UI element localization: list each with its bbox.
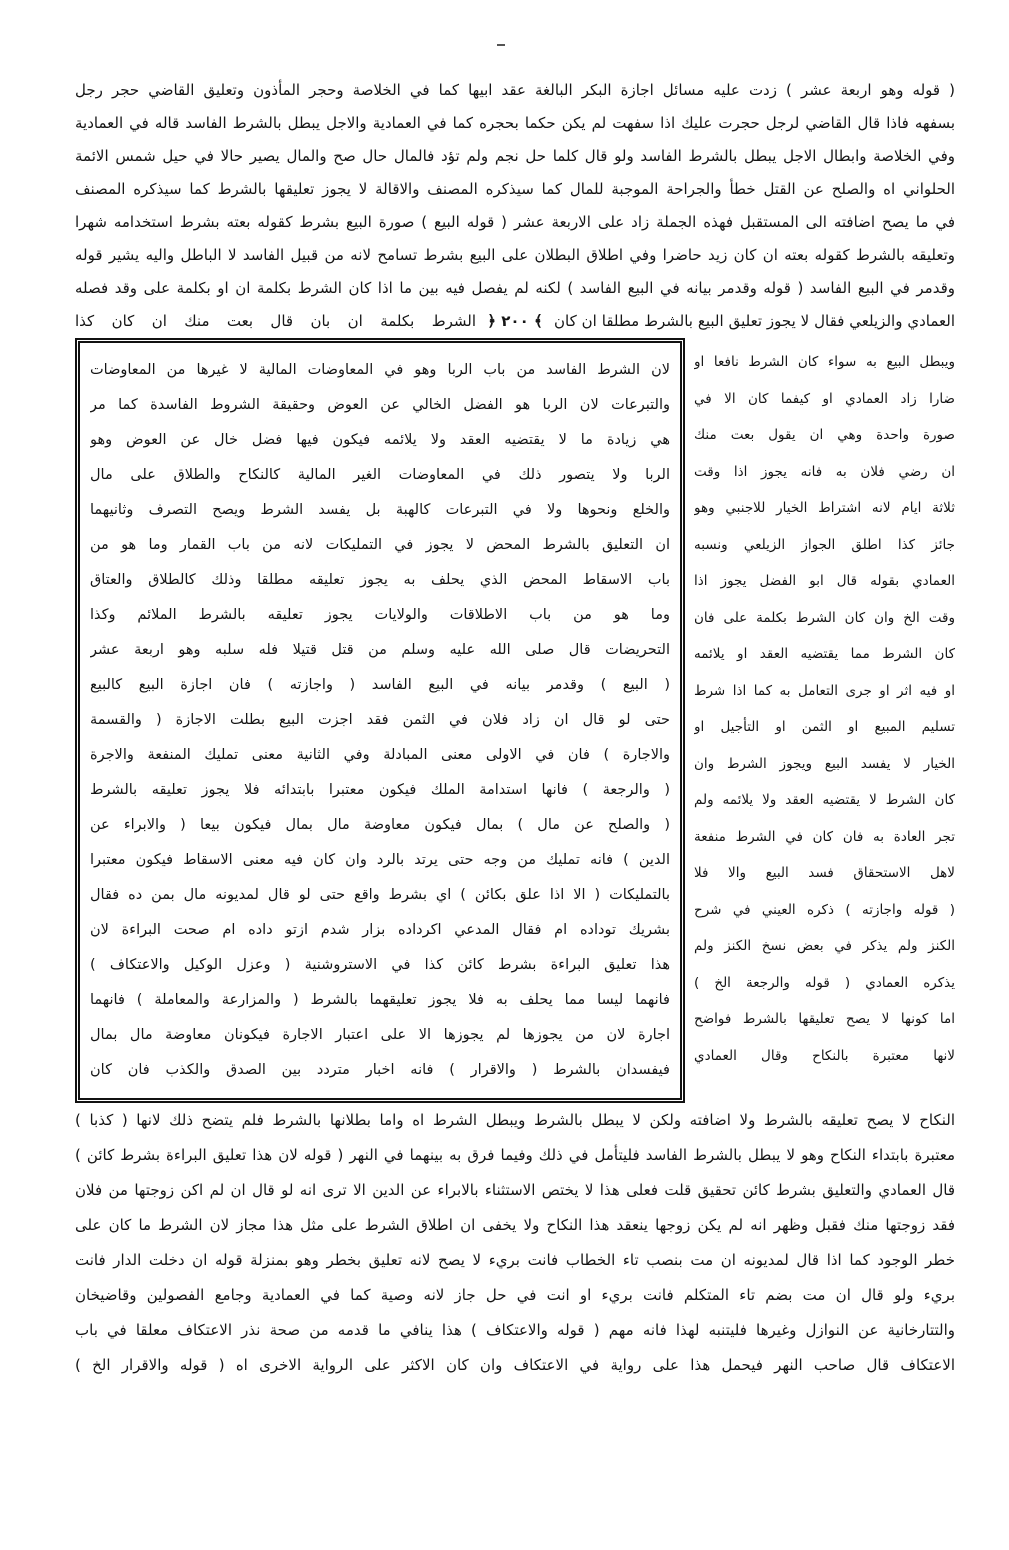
bottom-text-line: فقد زوجتها منك فقبل وظهر انه لم يكن زوجها ينعقد هذا النكاح ولا يخفى ان اطلاق الشرط على مثل هذا مجاز لان الشرط ما كان على <box>75 1216 955 1234</box>
top-text-line-with-page-number <box>75 305 955 338</box>
main-text-line: التحريضات قال صلى الله عليه وسلم من قتل قتيلا فله سلبه وهو اربعة عشر <box>90 642 670 658</box>
top-text-line: وقدمر في البيع الفاسد ( قوله وقدمر بيانه في البيع الفاسد ) لكنه لم يفصل فيه بين ما اذا كان الشرط بكلمة ان او بكلمة على وقد فصله <box>75 279 955 297</box>
main-text-line: باب الاسقاط المحض الذي يحلف به يجوز تعليقه مطلقا وذلك كالطلاق والعتاق <box>90 572 670 588</box>
top-text-line-right-part: العمادي والزيلعي فقال لا يجوز تعليق البيع بالشرط مطلقا ان كان <box>554 312 955 330</box>
side-text-line: ان رضي فلان به فانه يجوز اذا وقت <box>694 463 955 480</box>
side-text-line: اما كونها لا يصح تعليقها بالشرط فواضح <box>694 1011 955 1027</box>
main-text-line: اجارة لان من يجوزها لم يجوزها الا على اعتبار الاجارة فيكونان معاوضة مال بمال <box>90 1027 670 1043</box>
side-text-line: كان الشرط لا يقتضيه العقد ولا يلائمه ولم <box>694 792 955 808</box>
bottom-text-line: بريء ولو قال ان مت بضم تاء المتكلم فانت بريء او انت في حل جاز لانه وصية كما في العمادية وجامع الفصولين وقاضيخان <box>75 1286 955 1304</box>
side-text-line: العمادي بقوله قال ابو الفضل يجوز اذا <box>694 573 955 589</box>
main-text-line: فانهما ليسا مما يحلف به فلا يجوز تعليقهما بالشرط ( والمزارعة والمعاملة ) فانهما <box>90 992 670 1008</box>
side-text-line: ثلاثة ايام لانه اشتراط الخيار للاجنبي وهو <box>694 500 955 516</box>
top-text-line: في ما يصح اضافته الى المستقبل فهذه الجملة زاد على الاربعة عشر ( قوله البيع ) صورة البيع بشرط كقوله بعته بشرط استخدامه شهرا <box>75 213 955 231</box>
main-text-line: فيفسدان بالشرط ( والاقرار ) فانه اخبار متردد بين الصدق والكذب فان كان <box>90 1062 670 1078</box>
side-commentary-column <box>694 344 955 1074</box>
main-text-line: بشريك توداده ام فقال المدعي اكرداده بزار شدم ازتو داده ام صحت البراءة لان <box>90 922 670 938</box>
main-text-box <box>75 338 685 1103</box>
side-text-line: صورة واحدة وهي ان يقول بعت منك <box>694 427 955 443</box>
side-text-line: وقت الخ وان كان الشرط بكلمة على فان <box>694 609 955 626</box>
bottom-text-line: قال العمادي والتعليق بشرط كائن تحقيق قلت فعلى هذا لا يختص الاستثناء بالابراء عن الدين الا ترى انه لو قال ان لم اكن زوجتها من فلان <box>75 1181 955 1199</box>
main-text-line: والخلع ونحوها ولا في التبرعات كالهبة بل يفسد الشرط ويصح التصرف وثانيهما <box>90 502 670 518</box>
side-text-line: تجر العادة به فان كان في الشرط منفعة <box>694 828 955 845</box>
main-text-line: ( والصلح عن مال ) بمال فيكون معاوضة مال بمال فيكون بيعا ( والابراء عن <box>90 817 670 833</box>
side-text-line: يذكره العمادي ( قوله والرجعة الخ ) <box>694 974 955 991</box>
side-text-line: كان الشرط مما يقتضيه العقد او يلائمه <box>694 646 955 662</box>
bottom-text-line: والتتارخانية عن النوازل وغيرها فليتنبه لهذا فانه مهم ( قوله والاعتكاف ) هذا ينافي ما قدمه من صحة نذر الاعتكاف معلقا في باب <box>75 1321 955 1339</box>
main-text-line: بالتمليكات ( الا اذا علق بكائن ) اي بشرط واقع حتى لو قال لمديونه مال بمن ده فقال <box>90 887 670 903</box>
side-text-line: او فيه اثر او جرى التعامل به كما اذا شرط <box>694 682 955 699</box>
main-text-line: لان الشرط الفاسد من باب الربا وهو في المعاوضات المالية لا غيرها من المعاوضات <box>90 362 670 378</box>
top-commentary-block <box>75 74 955 338</box>
side-text-line: ويبطل البيع به سواء كان الشرط نافعا او <box>694 354 955 370</box>
bottom-text-line: خطر الوجود كما اذا قال لمديونه ان مت بنصب تاء الخطاب فانت بريء لا يصح لانه تعليق بخطر وهو بمنزلة قوله ان دخلت الدار فانت <box>75 1251 955 1269</box>
bottom-text-line: الاعتكاف قال صاحب النهر فيحمل هذا على رواية في الاعتكاف وان كان الاكثر على الرواية الاخرى اه ( قوله والاقرار الخ ) <box>75 1356 955 1374</box>
top-text-line: بسفهه فاذا قال القاضي لرجل حجرت عليك اذا سفهت لم يكن حكما بحجره كما في العمادية والاجل يبطل بالشرط الفاسد قاله في العمادية <box>75 114 955 132</box>
side-text-line: لاهل الاستحقاق فسد البيع والا فلا <box>694 865 955 881</box>
main-text-line: هي زيادة ما لا يقتضيه العقد ولا يلائمه فيكون فيها فضل خال عن العوض وهو <box>90 432 670 448</box>
top-text-line: الحلواني اه والصلح عن القتل خطأ والجراحة الموجبة للمال كما سيذكره المصنف والاقالة لا يجوز تعليقها بالشرط كما سيذكره المصنف <box>75 180 955 198</box>
top-text-line-left-part: الشرط بكلمة ان بان قال بعت منك ان كان كذا <box>75 312 476 330</box>
bottom-text-line: معتبرة بابتداء النكاح وهو لا يبطل بالشرط الفاسد فليتأمل في ذلك وفيما فرق به بينهما في النهر ( قوله لان هذا تعليق البراءة بشرط كائن ) <box>75 1146 955 1164</box>
main-text-line: والاجارة ) فان في الاولى معنى المبادلة وفي الثانية معنى تمليك المنفعة والاجرة <box>90 747 670 763</box>
main-text-line: هذا تعليق البراءة بشرط كائن كذا في الاستروشنية ( وعزل الوكيل والاعتكاف ) <box>90 957 670 973</box>
side-text-line: جائز كذا اطلق الجواز الزيلعي ونسبه <box>694 536 955 553</box>
page-number: ﴿ ٢٠٠ ﴾ <box>487 312 543 330</box>
main-text-line: ( البيع ) وقدمر بيانه في البيع الفاسد ( واجازته ) فان اجازة البيع كالبيع <box>90 677 670 693</box>
side-text-line: الكنز ولم يذكر في بعض نسخ الكنز ولم <box>694 938 955 954</box>
main-text-line: ان التعليق بالشرط المحض لا يجوز في التمليكات لانه من باب القمار وما هو من <box>90 537 670 553</box>
side-text-line: ( قوله واجازته ) ذكره العيني في شرح <box>694 901 955 918</box>
main-text-line: الدين ) فانه تمليك من وجه حتى يرتد بالرد وان كان فيه معنى الاسقاط فيكون معتبرا <box>90 852 670 868</box>
main-text-line: ( والرجعة ) فانها استدامة الملك فيكون معتبرا بابتدائه فلا يجوز تعليقه بالشرط <box>90 782 670 798</box>
top-text-line: ( قوله وهو اربعة عشر ) زدت عليه مسائل اجازة البكر البالغة عقد ابيها كما في الخلاصة وحجر المأذون وتعليق القاضي حجر رجل <box>75 81 955 99</box>
scan-mark <box>497 44 505 46</box>
top-text-line: وفي الخلاصة وابطال الاجل يبطل بالشرط الفاسد ولو قال كلما حل نجم ولم تؤد فالمال حال صح والمال يصير حالا في حيل شمس الائمة <box>75 147 955 165</box>
top-text-line: وتعليقه بالشرط كقوله بعته ان كان زيد حاضرا وفي اطلاق البطلان على البيع بشرط تسامح لانه من قبيل الفاسد لا الباطل واليه يشير قوله <box>75 246 955 264</box>
bottom-commentary-block <box>75 1103 955 1383</box>
main-text-line: حتى لو قال ان زاد فلان في الثمن فقد اجزت البيع بطلت الاجازة ( والقسمة <box>90 712 670 728</box>
side-text-line: الخيار لا يفسد البيع ويجوز الشرط وان <box>694 755 955 772</box>
main-text-line: وما هو من باب الاطلاقات والولايات يجوز تعليقه بالشرط الملائم وكذا <box>90 607 670 623</box>
side-text-line: تسليم المبيع او الثمن او التأجيل او <box>694 719 955 735</box>
bottom-text-line: النكاح لا يصح تعليقه بالشرط ولا اضافته ولكن لا يبطل بالشرط ويبطل الشرط اه واما بطلانها بالشرط فلم يتضح ذلك لانها ( كذبا ) <box>75 1111 955 1129</box>
main-text-line: والتبرعات لان الربا هو الفضل الخالي عن العوض وحقيقة الشروط الفاسدة كما مر <box>90 397 670 413</box>
side-text-line: ضارا زاد العمادي او كيفما كان الا في <box>694 390 955 407</box>
side-text-line: لانها معتبرة بالنكاح وقال العمادي <box>694 1047 955 1064</box>
main-text-line: الربا ولا يتصور ذلك في المعاوضات الغير المالية كالنكاح والطلاق على مال <box>90 467 670 483</box>
